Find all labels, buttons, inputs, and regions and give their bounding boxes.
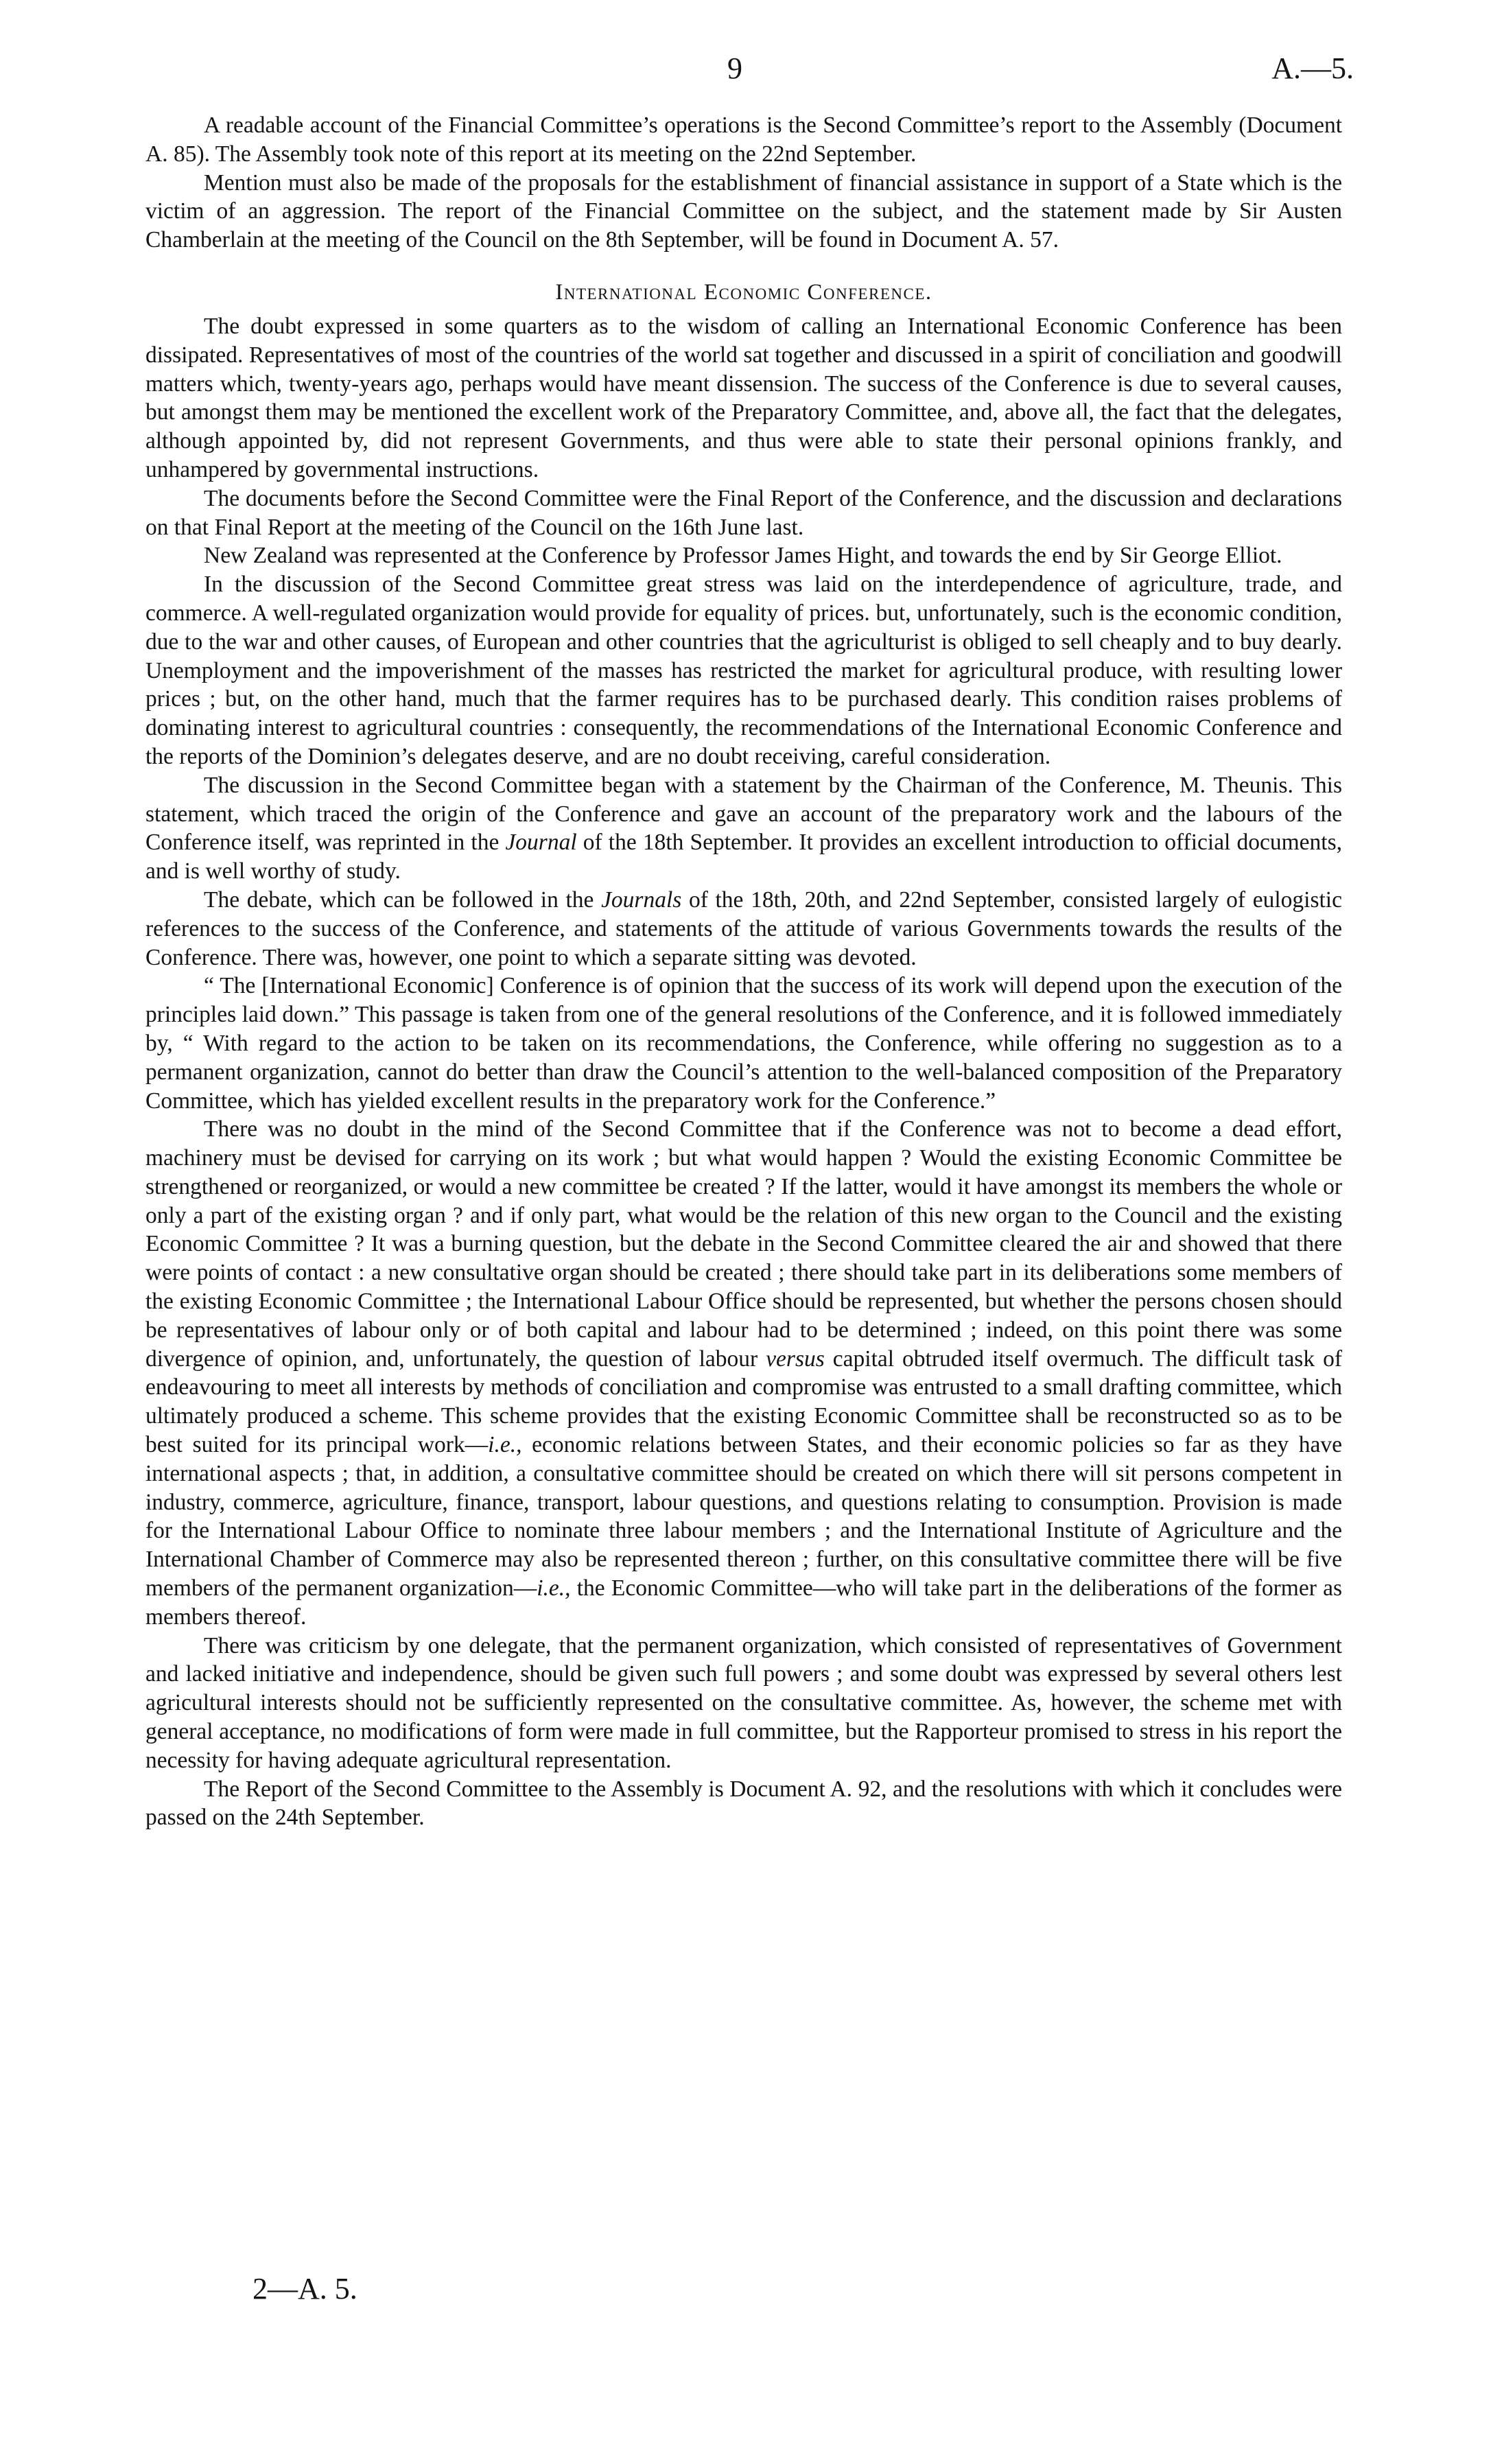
paragraph [145, 886, 1342, 972]
paragraph: In the discussion of the Second Committee great stress was laid on the interdependence of agriculture, trade, and commerce. A well-regulated organization would provide for equality of prices. but, unfortunately, such is the economic condition, due to the war and other causes, of European and other countries that the agriculturist is obliged to sell cheaply and to buy dearly. Unemployment and the impoverishment of the masses has restricted the market for agricultural produce, with resulting lower prices ; but, on the other hand, much that the farmer requires has to be purchased dearly. This condition raises problems of dominating interest to agricultural countries : consequently, the recommendations of the International Economic Conference and the reports of the Dominion’s delegates deserve, and are no doubt receiving, careful consideration. [145, 572, 1342, 769]
italic-text: Journals [601, 887, 682, 913]
text-run: the Economic Committee—who will take part in the deliberations of the former as members thereof. [145, 1575, 1342, 1630]
text-run: of the 18th September. It provides an excellent introduction to official documents, and is well worthy of study. [145, 830, 1342, 884]
paragraph: The documents before the Second Committee were the Final Report of the Conference, and the discussion and declarations on that Final Report at the meeting of the Council on the 16th June last. [145, 485, 1342, 540]
paragraph: The doubt expressed in some quarters as to the wisdom of calling an International Economic Conference has been dissipated. Representatives of most of the countries of the world sat together and discussed in a spirit of conciliation and goodwill matters which, twenty-years ago, perhaps would have meant dissension. The success of the Conference is due to several causes, but amongst them may be mentioned the excellent work of the Preparatory Committee, and, above all, the fact that the delegates, although appointed by, did not represent Governments, and thus were able to state their personal opinions frankly, and unhampered by governmental instructions. [145, 313, 1342, 482]
text-run: economic relations between States, and their economic policies so far as they have international aspects ; that, in addition, a consultative committee should be created on which there will sit persons competent in industry, commerce, agriculture, finance, transport, labour questions, and questions relating to consumption. Provision is made for the International Labour Office to nominate three labour members ; and the International Institute of Agriculture and the International Chamber of Commerce may also be represented thereon ; further, on this consultative committee there will be five members of the permanent organization— [145, 1432, 1342, 1601]
italic-text: Journal [505, 830, 577, 856]
italic-text: i.e., [488, 1432, 522, 1458]
paragraph [145, 1115, 1342, 1631]
section-heading: International Economic Conference. [555, 279, 932, 305]
text-run: The discussion in the Second Committee began with a statement by the Chairman of the Conference, M. Theunis. This statement, which traced the origin of the Conference and gave an account of the preparatory work and the labours of the Conference itself, was reprinted in the [145, 772, 1342, 856]
italic-text: i.e., [537, 1575, 571, 1601]
document-reference: A.—5. [1271, 51, 1354, 85]
paragraph [145, 771, 1342, 886]
text-run: There was no doubt in the mind of the Second Committee that if the Conference was not to become a dead effort, machinery must be devised for carrying on its work ; but what would happen ? Would the existing Economic Committee be strengthened or reorganized, or would a new committee be created ? If the latter, would it have amongst its members the whole or only a part of the existing organ ? and if only part, what would be the relation of this new organ to the Council and the existing Economic Committee ? It was a burning question, but the debate in the Second Committee cleared the air and showed that there were points of contact : a new consultative organ should be created ; there should take part in its deliberations some members of the existing Economic Committee ; the International Labour Office should be represented, but whether the persons chosen should be representatives of labour only or of both capital and labour had to be determined ; indeed, on this point there was some divergence of opinion, and, unfortunately, the question of labour [145, 1116, 1342, 1372]
text-run: of the 18th, 20th, and 22nd September, consisted largely of eulogistic references to the success of the Conference, and statements of the attitude of various Governments towards the results of the Conference. There was, however, one point to which a separate sitting was devoted. [145, 887, 1342, 970]
signature-mark: 2—A. 5. [253, 2272, 357, 2305]
text-run: The debate, which can be followed in the [204, 887, 602, 913]
paragraph: The Report of the Second Committee to the Assembly is Document A. 92, and the resolutions with which it concludes were passed on the 24th September. [145, 1776, 1342, 1831]
paragraph: A readable account of the Financial Committee’s operations is the Second Committee’s report to the Assembly (Document A. 85). The Assembly took note of this report at its meeting on the 22nd September. [145, 113, 1342, 167]
italic-text: versus [766, 1346, 825, 1372]
paragraph: Mention must also be made of the proposals for the establishment of financial assistance in support of a State which is the victim of an aggression. The report of the Financial Committee on the subject, and the statement made by Sir Austen Chamberlain at the meeting of the Council on the 8th September, will be found in Document A. 57. [145, 169, 1342, 253]
page-number: 9 [727, 51, 742, 85]
paragraph: There was criticism by one delegate, that the permanent organization, which consisted of representatives of Government and lacked initiative and independence, should be given such full powers ; and some doubt was expressed by several others lest agricultural interests should not be sufficiently represented on the consultative committee. As, however, the scheme met with general acceptance, no modifications of form were made in full committee, but the Rapporteur promised to stress in his report the necessity for having adequate agricultural representation. [145, 1632, 1342, 1773]
paragraph: New Zealand was represented at the Conference by Professor James Hight, and towards the end by Sir George Elliot. [204, 543, 1282, 569]
text-run: capital obtruded itself overmuch. The difficult task of endeavouring to meet all interests by methods of conciliation and compromise was entrusted to a small drafting committee, which ultimately produced a scheme. This scheme provides that the existing Economic Committee shall be reconstructed so as to be best suited for its principal work— [145, 1346, 1342, 1458]
body-text [145, 111, 1342, 1832]
paragraph: “ The [International Economic] Conference is of opinion that the success of its work will depend upon the execution of the principles laid down.” This passage is taken from one of the general resolutions of the Conference, and it is followed immediately by, “ With regard to the action to be taken on its recommendations, the Conference, while offering no suggestion as to a permanent organization, cannot do better than draw the Council’s attention to the well-balanced composition of the Preparatory Committee, which has yielded excellent results in the preparatory work for the Conference.” [145, 973, 1342, 1114]
